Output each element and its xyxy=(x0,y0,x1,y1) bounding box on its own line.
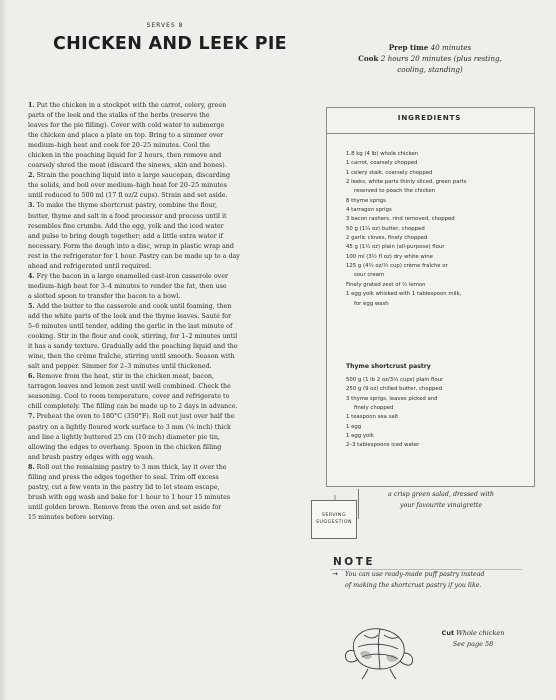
recipe-title: CHICKEN AND LEEK PIE xyxy=(53,34,287,54)
step-text: Strain the poaching liquid into a large saucepan, discarding xyxy=(36,172,231,180)
badge-line-1: SERVING xyxy=(321,513,347,518)
method-step-line xyxy=(28,262,280,272)
pastry-ingredient-item: 500 g (1 lb 2 oz/3⅓ cups) plain flour xyxy=(346,377,444,383)
step-number: 4. xyxy=(28,272,35,280)
method-step-line xyxy=(28,493,280,503)
step-text: Add the butter to the casserole and cook until foaming, then xyxy=(36,302,232,310)
method-step-line xyxy=(28,352,280,362)
method-step-line xyxy=(28,141,280,151)
serves-label: SERVES 8 xyxy=(146,22,184,29)
method-step-line xyxy=(28,292,280,302)
step-text: cooking. Stir in the flour and cook, stirring, for 1–2 minutes until xyxy=(28,333,238,341)
step-text: 15 minutes before serving. xyxy=(28,513,115,521)
step-text: and brush pastry edges with egg wash. xyxy=(28,453,155,461)
ingredients-list xyxy=(346,150,526,309)
method-step-line xyxy=(28,212,280,222)
step-text: leaves for the pie filling). Cover with cold water to submerge xyxy=(28,122,225,130)
step-number: 6. xyxy=(28,373,35,381)
time-info xyxy=(340,42,520,75)
pastry-heading: Thyme shortcrust pastry xyxy=(346,363,431,370)
cut-value: Whole chicken xyxy=(456,629,505,637)
step-text: until golden brown. Remove from the oven and set aside for xyxy=(28,503,222,511)
cook-label: Cook xyxy=(358,54,379,63)
method-step-line xyxy=(28,392,280,402)
step-text: pastry on a lightly floured work surface to 3 mm (⅛ inch) thick xyxy=(28,423,231,431)
pastry-ingredient-item: 1 teaspoon sea salt xyxy=(346,414,399,421)
method-step xyxy=(28,463,280,473)
ingredient-item: 1.8 kg (4 lb) whole chicken xyxy=(346,151,419,157)
cut-label: Cut xyxy=(441,629,455,637)
serving-divider xyxy=(358,489,359,519)
step-text: and pulse to bring dough together; add a little extra water if xyxy=(28,232,224,240)
step-text: Preheat the oven to 180°C (350°F). Roll out just over half the xyxy=(36,413,235,421)
step-text: and line a lightly buttered 25 cm (10 inch) diameter pie tin, xyxy=(28,433,220,441)
pastry-ingredient-item: 1 egg yolk xyxy=(346,433,374,440)
cook-value: 2 hours 20 minutes (plus resting, xyxy=(380,54,502,63)
method-step-line xyxy=(28,362,280,372)
method-step-line xyxy=(28,433,280,443)
step-text: Fry the bacon in a large enamelled cast-iron casserole over xyxy=(36,272,229,280)
method-step-line xyxy=(28,181,280,191)
badge-line-2: SUGGESTION xyxy=(315,519,353,525)
note-line-1: You can use ready-made puff pastry instead xyxy=(345,571,485,578)
ingredient-item: 2 leeks, white parts thinly sliced, green parts xyxy=(346,179,467,186)
method-step xyxy=(28,101,280,111)
method-steps xyxy=(28,101,280,523)
step-text: Put the chicken in a stockpot with the carrot, celery, green xyxy=(36,102,227,109)
serving-suggestion-badge xyxy=(311,500,357,539)
method-step-line xyxy=(28,111,280,121)
note-title: NOTE xyxy=(333,556,376,568)
ingredient-item: sour cream xyxy=(354,272,385,279)
pastry-ingredient-item: 2–3 tablespoons iced water xyxy=(346,442,420,449)
step-text: coarsely shred the meat (discard the sinews, skin and bones). xyxy=(28,162,227,170)
step-number: 1. xyxy=(28,102,35,109)
ingredient-item: 1 egg yolk whisked with 1 tablespoon milk, xyxy=(346,291,462,298)
method-step-line xyxy=(28,503,280,513)
step-text: chicken in the poaching liquid for 2 hours, then remove and xyxy=(28,152,222,160)
method-step-line xyxy=(28,443,280,453)
method-step-line xyxy=(28,473,280,483)
method-step-line xyxy=(28,191,280,201)
ingredient-item: 2 garlic cloves, finely chopped xyxy=(346,235,428,242)
cook-value-cont: cooling, standing) xyxy=(397,65,463,74)
step-text: 5–6 minutes until tender, adding the garlic in the last minute of xyxy=(28,323,233,331)
step-text: To make the thyme shortcrust pastry, combine the flour, xyxy=(36,202,217,210)
method-step xyxy=(28,412,280,422)
ingredient-item: 125 g (4½ oz/½ cup) crème fraîche or xyxy=(346,263,448,270)
method-step-line xyxy=(28,151,280,161)
method-step-line xyxy=(28,121,280,131)
pastry-ingredient-item: 250 g (9 oz) chilled butter, chopped xyxy=(346,386,443,393)
method-step xyxy=(28,272,280,282)
step-text: medium–high heat for 3–4 minutes to render the fat, then use xyxy=(28,282,227,290)
ingredient-item: 3 bacon rashers, rind removed, chopped xyxy=(346,216,455,223)
step-text: until reduced to 500 ml (17 fl oz/2 cups). Strain and set aside. xyxy=(28,192,228,200)
prep-value: 40 minutes xyxy=(430,43,472,52)
step-text: it has a sandy texture. Gradually add the poaching liquid and the xyxy=(28,343,238,351)
method-step-line xyxy=(28,453,280,463)
pastry-ingredient-item: 1 egg xyxy=(346,423,362,430)
serving-line-2: your favourite vinaigrette xyxy=(399,501,483,509)
step-text: the chicken and place a plate on top. Bring to a simmer over xyxy=(28,132,224,140)
step-text: tarragon leaves and lemon zest until well combined. Check the xyxy=(28,383,231,391)
step-text: allowing the edges to overhang. Spoon in the chicken filling xyxy=(28,443,222,451)
serving-suggestion-text xyxy=(366,490,516,511)
ingredient-item: Finely grated zest of ½ lemon xyxy=(346,281,426,288)
step-text: wine, then the crème fraîche, stirring until smooth. Season with xyxy=(28,353,235,361)
method-step-line xyxy=(28,232,280,242)
cut-reference xyxy=(418,628,528,650)
method-step-line xyxy=(28,513,280,523)
ingredient-item: reserved to poach the chicken xyxy=(354,188,435,195)
step-text: parts of the leek and the stalks of the herbs (reserve the xyxy=(28,112,210,120)
method-step-line xyxy=(28,282,280,292)
method-step-line xyxy=(28,242,280,252)
step-text: brush with egg wash and bake for 1 hour to 1 hour 15 minutes xyxy=(28,493,231,501)
see-page-ref: See page 58 xyxy=(452,640,494,648)
ingredient-item: 8 thyme sprigs xyxy=(346,197,386,204)
method-step xyxy=(28,302,280,312)
pastry-ingredient-item: 3 thyme sprigs, leaves picked and xyxy=(346,395,438,402)
method-step-line xyxy=(28,252,280,262)
serving-line-1: a crisp green salad, dressed with xyxy=(388,491,494,498)
method-step xyxy=(28,372,280,382)
step-text: seasoning. Cool to room temperature, cover and refrigerate to xyxy=(28,393,230,401)
step-number: 7. xyxy=(28,413,35,421)
ingredient-item: 100 ml (3½ fl oz) dry white wine xyxy=(346,253,433,260)
prep-label: Prep time xyxy=(388,43,429,52)
step-text: Remove from the heat, stir in the chicken meat, bacon, xyxy=(36,373,215,381)
step-text: resembles fine crumbs. Add the egg, yolk and the iced water xyxy=(28,222,224,230)
ingredient-item: 4 tarragon sprigs xyxy=(346,207,392,214)
step-text: a slotted spoon to transfer the bacon to a bowl. xyxy=(28,292,181,300)
ingredient-item: 1 carrot, coarsely chopped xyxy=(346,160,418,167)
step-text: butter, thyme and salt in a food processor and process until it xyxy=(28,212,227,220)
method-step-line xyxy=(28,382,280,392)
method-step-line xyxy=(28,423,280,433)
method-step xyxy=(28,171,280,181)
whole-chicken-illustration xyxy=(340,613,418,681)
method-step-line xyxy=(28,342,280,352)
ingredients-divider xyxy=(326,133,535,134)
ingredients-heading: INGREDIENTS xyxy=(397,113,462,122)
step-text: rest in the refrigerator for 1 hour. Pastry can be made up to a day xyxy=(28,252,240,260)
step-text: salt and pepper. Simmer for 2–3 minutes until thickened. xyxy=(28,363,212,371)
note-line-2: of making the shortcrust pastry if you like. xyxy=(345,581,482,589)
step-text: filling and press the edges together to seal. Trim off excess xyxy=(28,473,219,481)
step-text: add the white parts of the leek and the thyme leaves. Sauté for xyxy=(28,312,232,320)
method-step-line xyxy=(28,483,280,493)
method-step-line xyxy=(28,402,280,412)
method-step-line xyxy=(28,312,280,322)
pastry-ingredient-item: finely chopped xyxy=(354,405,394,412)
step-text: chill completely. The filling can be made up to 2 days in advance. xyxy=(28,403,238,411)
method-step-line xyxy=(28,332,280,342)
step-text: medium–high heat and cook for 20–25 minutes. Cool the xyxy=(28,142,210,150)
step-text: pastry, cut a few vents in the pastry lid to let steam escape, xyxy=(28,483,220,491)
note-text xyxy=(345,570,515,592)
step-number: 8. xyxy=(28,463,35,471)
ingredient-item: 45 g (1½ oz) plain (all-purpose) flour xyxy=(346,244,445,251)
ingredient-item: 50 g (1¾ oz) butter, chopped xyxy=(346,225,425,232)
ingredient-item: for egg wash xyxy=(354,300,389,307)
step-number: 3. xyxy=(28,202,35,210)
method-step xyxy=(28,201,280,211)
ingredient-item: 1 celery stalk, coarsely chopped xyxy=(346,169,433,176)
method-step-line xyxy=(28,131,280,141)
method-step-line xyxy=(28,222,280,232)
step-number: 5. xyxy=(28,302,35,310)
method-step-line xyxy=(28,322,280,332)
step-text: the solids, and boil over medium–high heat for 20–25 minutes xyxy=(28,182,227,190)
step-text: ahead and refrigerated until required. xyxy=(28,262,152,270)
step-number: 2. xyxy=(28,172,35,180)
step-text: necessary. Form the dough into a disc, wrap in plastic wrap and xyxy=(28,242,234,250)
step-text: Roll out the remaining pastry to 3 mm thick, lay it over the xyxy=(36,463,227,471)
method-step-line xyxy=(28,161,280,171)
arrow-right-icon: → xyxy=(332,570,338,578)
page-gutter xyxy=(0,0,8,700)
pastry-ingredients-list xyxy=(346,376,526,451)
